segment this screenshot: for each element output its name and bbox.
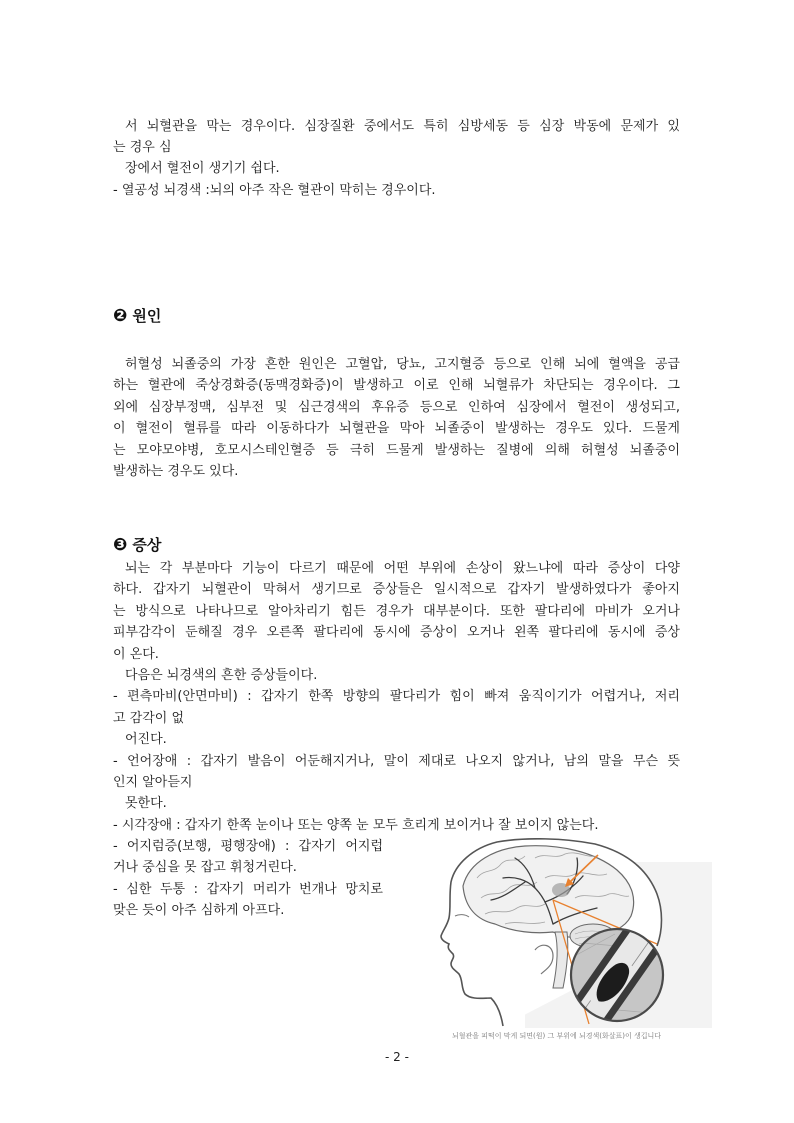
cause-line: 이 혈전이 혈류를 따라 이동하다가 뇌혈관을 막아 뇌졸중이 발생하는 경우도 있다. 드물게 (113, 421, 680, 437)
symptoms-line: 이 온다. (113, 646, 159, 662)
intro-line: 는 경우 심 (113, 140, 172, 156)
symptom-item-cont: 거나 중심을 못 잡고 휘청거린다. (113, 860, 297, 876)
symptom-item-cont: 고 감각이 없 (113, 710, 185, 726)
symptom-item-cont: 어진다. (125, 732, 167, 748)
cause-line: 허혈성 뇌졸중의 가장 흔한 원인은 고혈압, 당뇨, 고지혈증 등으로 인해 뇌에 혈액을 공급 (125, 357, 680, 372)
symptom-item-cont: 인지 알아듣지 (113, 774, 193, 790)
symptom-item-cont: 맞은 듯이 아주 심하게 아프다. (113, 903, 285, 919)
section-number-badge: ❷ (113, 306, 128, 326)
symptom-item-cont: 못한다. (125, 796, 167, 812)
symptoms-line: 다음은 뇌경색의 흔한 증상들이다. (125, 667, 318, 683)
symptoms-line: 피부감각이 둔해질 경우 오른쪽 팔다리에 동시에 증상이 오거나 왼쪽 팔다리에 동시에 증상 (113, 625, 680, 641)
cause-line: 발생하는 경우도 있다. (113, 463, 239, 479)
figure-caption: 뇌혈관을 피떡이 막게 되면(원) 그 부위에 뇌경색(화살표)이 생깁니다 (452, 1032, 662, 1040)
section-title: 원인 (132, 307, 162, 325)
symptom-item: - 언어장애 : 갑자기 발음이 어둔해지거나, 말이 제대로 나오지 않거나, 남의 말을 무슨 뜻 (113, 753, 680, 769)
symptom-item: - 심한 두통 : 갑자기 머리가 번개나 망치로 (113, 881, 383, 897)
brain-infarct-illustration (385, 838, 712, 1028)
cause-paragraph (113, 354, 680, 482)
cause-line: 는 모야모야병, 호모시스테인혈증 등 극히 드물게 발생하는 질병에 의해 허혈성 뇌졸중이 (113, 442, 680, 458)
symptoms-line: 뇌는 각 부분마다 기능이 다르기 때문에 어떤 부위에 손상이 왔느냐에 따라 증상이 다양 (125, 561, 680, 576)
section-heading-symptoms (113, 534, 161, 556)
section-title: 증상 (132, 536, 162, 554)
symptoms-line: 는 방식으로 나타나므로 알아차리기 힘든 경우가 대부분이다. 또한 팔다리에 마비가 오거나 (113, 603, 680, 619)
section-heading-cause (113, 305, 161, 327)
symptom-item: - 시각장애 : 갑자기 한쪽 눈이나 또는 양쪽 눈 모두 흐리게 보이거나 잘 보이지 않는다. (113, 817, 599, 833)
intro-line: - 열공성 뇌경색 :뇌의 아주 작은 혈관이 막히는 경우이다. (113, 182, 436, 198)
intro-line: 장에서 혈전이 생기기 쉽다. (125, 161, 280, 177)
symptom-item: - 어지럼증(보행, 평행장애) : 갑자기 어지럽 (113, 839, 383, 855)
symptoms-line: 하다. 갑자기 뇌혈관이 막혀서 생기므로 증상들은 일시적으로 갑자기 발생하였다가 좋아지 (113, 582, 680, 598)
intro-line: 서 뇌혈관을 막는 경우이다. 심장질환 중에서도 특히 심방세동 등 심장 박동에 문제가 있 (125, 119, 680, 134)
symptom-item: - 편측마비(안면마비) : 갑자기 한쪽 방향의 팔다리가 힘이 빠져 움직이기가 어렵거나, 저리 (113, 689, 680, 705)
cause-line: 외에 심장부정맥, 심부전 및 심근경색의 후유증 등으로 인하여 심장에서 혈전이 생성되고, (113, 399, 680, 415)
cause-line: 하는 혈관에 죽상경화증(동맥경화증)이 발생하고 이로 인해 뇌혈류가 차단되는 경우이다. 그 (113, 378, 680, 394)
intro-paragraph (113, 116, 680, 201)
section-number-badge: ❸ (113, 535, 128, 555)
page-number: - 2 - (385, 1050, 409, 1064)
